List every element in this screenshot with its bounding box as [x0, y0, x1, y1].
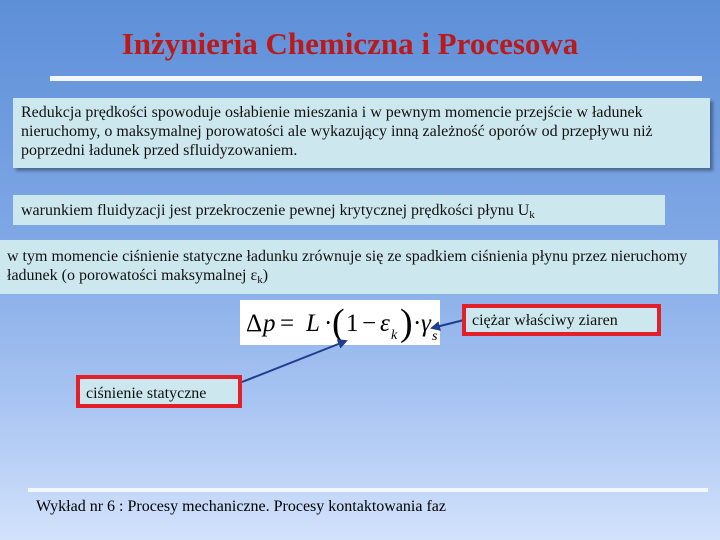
formula-equals: = — [280, 310, 295, 337]
callout-static-pressure-text: ciśnienie statyczne — [86, 385, 207, 402]
formula-epsilon: ε — [380, 310, 390, 337]
footer-text: Wykład nr 6 : Procesy mechaniczne. Procesy kontaktowania faz — [36, 498, 446, 515]
formula-minus: − — [362, 310, 377, 337]
pressure-balance-tail: ) — [262, 267, 269, 284]
formula-delta: Δ — [246, 310, 263, 337]
pressure-balance-text: w tym momencie ciśnienie statyczne ładunku zrównuje się ze spadkiem ciśnienia płynu przez nieruchomy ładunek (o porowatości maksymalnej ε — [7, 248, 688, 284]
callout-static-pressure — [76, 375, 242, 408]
formula-dot-1: · — [324, 310, 333, 337]
formula-p: p — [263, 310, 276, 337]
reduction-text: Redukcja prędkości spowoduje osłabienie mieszania i w pewnym momencie przejście w ładunek nieruchomy, o maksymalnej porowatości ale wykazujący inną zależność oporów od przepływu niż poprzedni ładunek przed sfluidyzowaniem. — [21, 104, 653, 159]
formula-L: L — [306, 310, 320, 337]
footer-rule — [28, 488, 708, 492]
formula-gamma: γ — [421, 310, 431, 337]
velocity-subscript: k — [529, 209, 535, 221]
callout-specific-weight-text: ciężar właściwy ziaren — [472, 312, 618, 329]
formula-open-paren: ( — [332, 302, 345, 344]
formula-close-paren: ) — [400, 302, 413, 344]
formula-one: 1 — [346, 310, 359, 337]
formula-gamma-subscript: s — [432, 329, 438, 344]
porosity-subscript: k — [257, 274, 263, 286]
formula-dot-2: · — [413, 310, 422, 337]
arrow-to-pressure-term — [242, 341, 346, 382]
fluidization-text: warunkiem fluidyzacji jest przekroczenie pewnej krytycznej prędkości płynu U — [21, 202, 530, 219]
callout-specific-weight — [462, 304, 661, 336]
slide-title: Inżynieria Chemiczna i Procesowa — [121, 26, 579, 61]
formula-epsilon-subscript: k — [391, 328, 398, 343]
